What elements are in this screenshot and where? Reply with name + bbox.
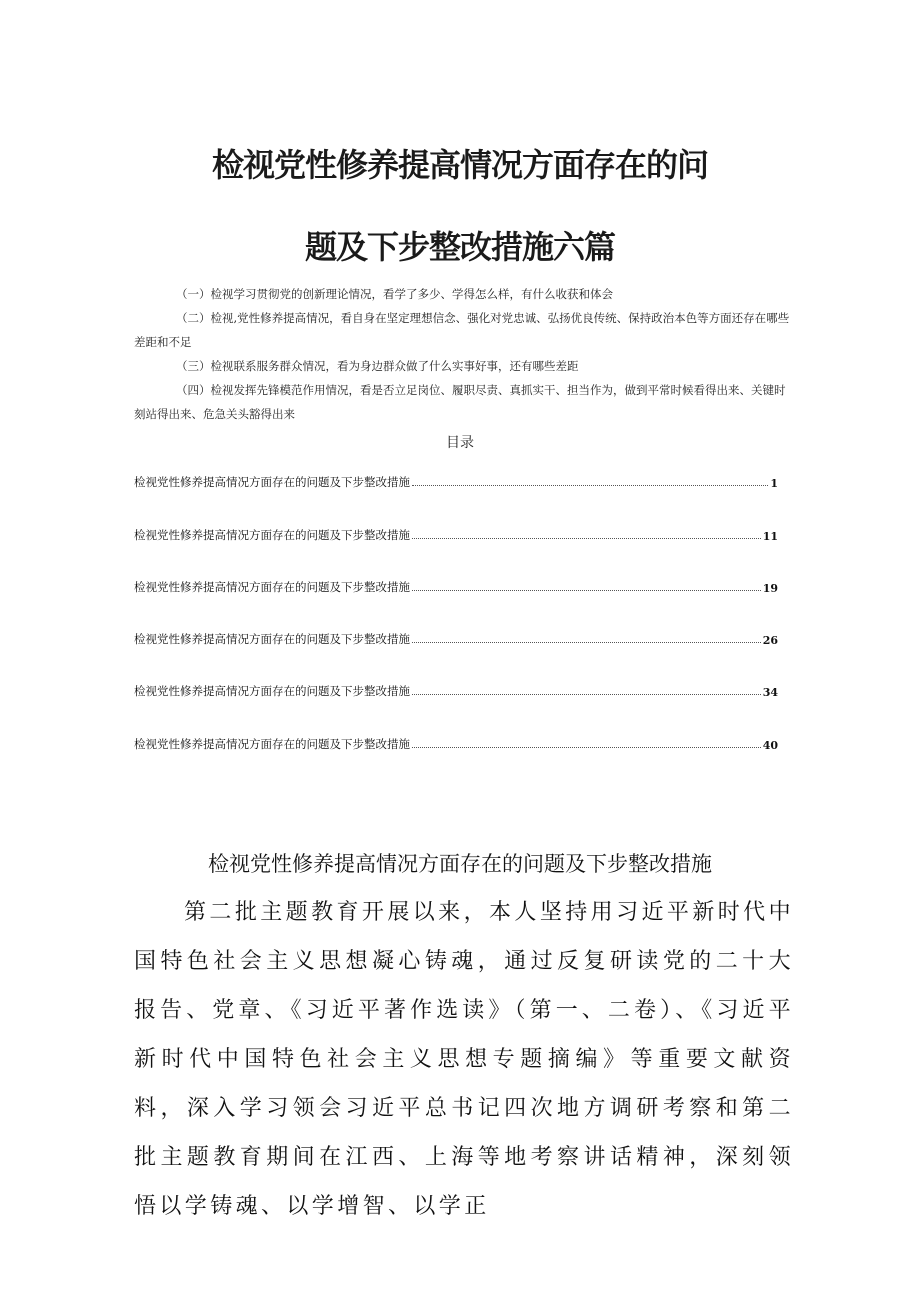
toc-entry-page: 11 bbox=[762, 530, 778, 543]
toc-entry[interactable] bbox=[134, 681, 778, 699]
toc-entry[interactable] bbox=[134, 525, 778, 543]
toc-entry[interactable] bbox=[134, 734, 778, 752]
toc-entry-label: 检视党性修养提高情况方面存在的问题及下步整改措施 bbox=[134, 528, 410, 542]
toc-leader-dots bbox=[412, 693, 761, 695]
toc-entry-page: 34 bbox=[762, 686, 778, 699]
subtopic-1: （一）检视学习贯彻党的创新理论情况，看学了多少、学得怎么样，有什么收获和体会 bbox=[176, 287, 613, 301]
subtopic-2: （二）检视,党性修养提高情况，看自身在坚定理想信念、强化对党忠诚、弘扬优良传统、保持政治本色等方面还存在哪些差距和不足 bbox=[134, 311, 790, 349]
toc-entry-label: 检视党性修养提高情况方面存在的问题及下步整改措施 bbox=[134, 684, 410, 698]
toc-entry[interactable] bbox=[134, 577, 778, 595]
body-paragraph: 第二批主题教育开展以来，本人坚持用习近平新时代中国特色社会主义思想凝心铸魂，通过反复研读党的二十大报告、党章、《习近平著作选读》（第一、二卷）、《习近平新时代中国特色社会主义思想专题摘编》等重要文献资料，深入学习领会习近平总书记四次地方调研考察和第二批主题教育期间在江西、上海等地考察讲话精神，深刻领悟以学铸魂、以学增智、以学正 bbox=[134, 900, 794, 1219]
toc-entry-label: 检视党性修养提高情况方面存在的问题及下步整改措施 bbox=[134, 737, 410, 751]
toc-entry-label: 检视党性修养提高情况方面存在的问题及下步整改措施 bbox=[134, 475, 410, 489]
toc-entry-page: 19 bbox=[762, 582, 778, 595]
toc-heading: 目录 bbox=[446, 435, 474, 451]
toc-entry-page: 40 bbox=[762, 739, 778, 752]
toc-entry[interactable] bbox=[134, 629, 778, 647]
subtopic-4: （四）检视发挥先锋模范作用情况，看是否立足岗位、履职尽责、真抓实干、担当作为，做到平常时候看得出来、关键时刻站得出来、危急关头豁得出来 bbox=[134, 383, 786, 421]
toc-leader-dots bbox=[412, 537, 761, 539]
subtopic-3: （三）检视联系服务群众情况，看为身边群众做了什么实事好事，还有哪些差距 bbox=[176, 359, 579, 373]
section-title: 检视党性修养提高情况方面存在的问题及下步整改措施 bbox=[208, 852, 712, 876]
toc-entry-label: 检视党性修养提高情况方面存在的问题及下步整改措施 bbox=[134, 632, 410, 646]
document-title-line-2: 题及下步整改措施六篇 bbox=[304, 228, 615, 266]
toc-leader-dots bbox=[412, 484, 768, 486]
toc-entry-page: 26 bbox=[762, 634, 778, 647]
toc-leader-dots bbox=[412, 641, 761, 643]
toc-leader-dots bbox=[412, 589, 761, 591]
toc-entry-label: 检视党性修养提高情况方面存在的问题及下步整改措施 bbox=[134, 580, 410, 594]
document-title-line-1: 检视党性修养提高情况方面存在的问 bbox=[211, 146, 708, 184]
toc-entry-page: 1 bbox=[770, 477, 778, 490]
toc-entry[interactable] bbox=[134, 472, 778, 490]
toc-leader-dots bbox=[412, 746, 761, 748]
